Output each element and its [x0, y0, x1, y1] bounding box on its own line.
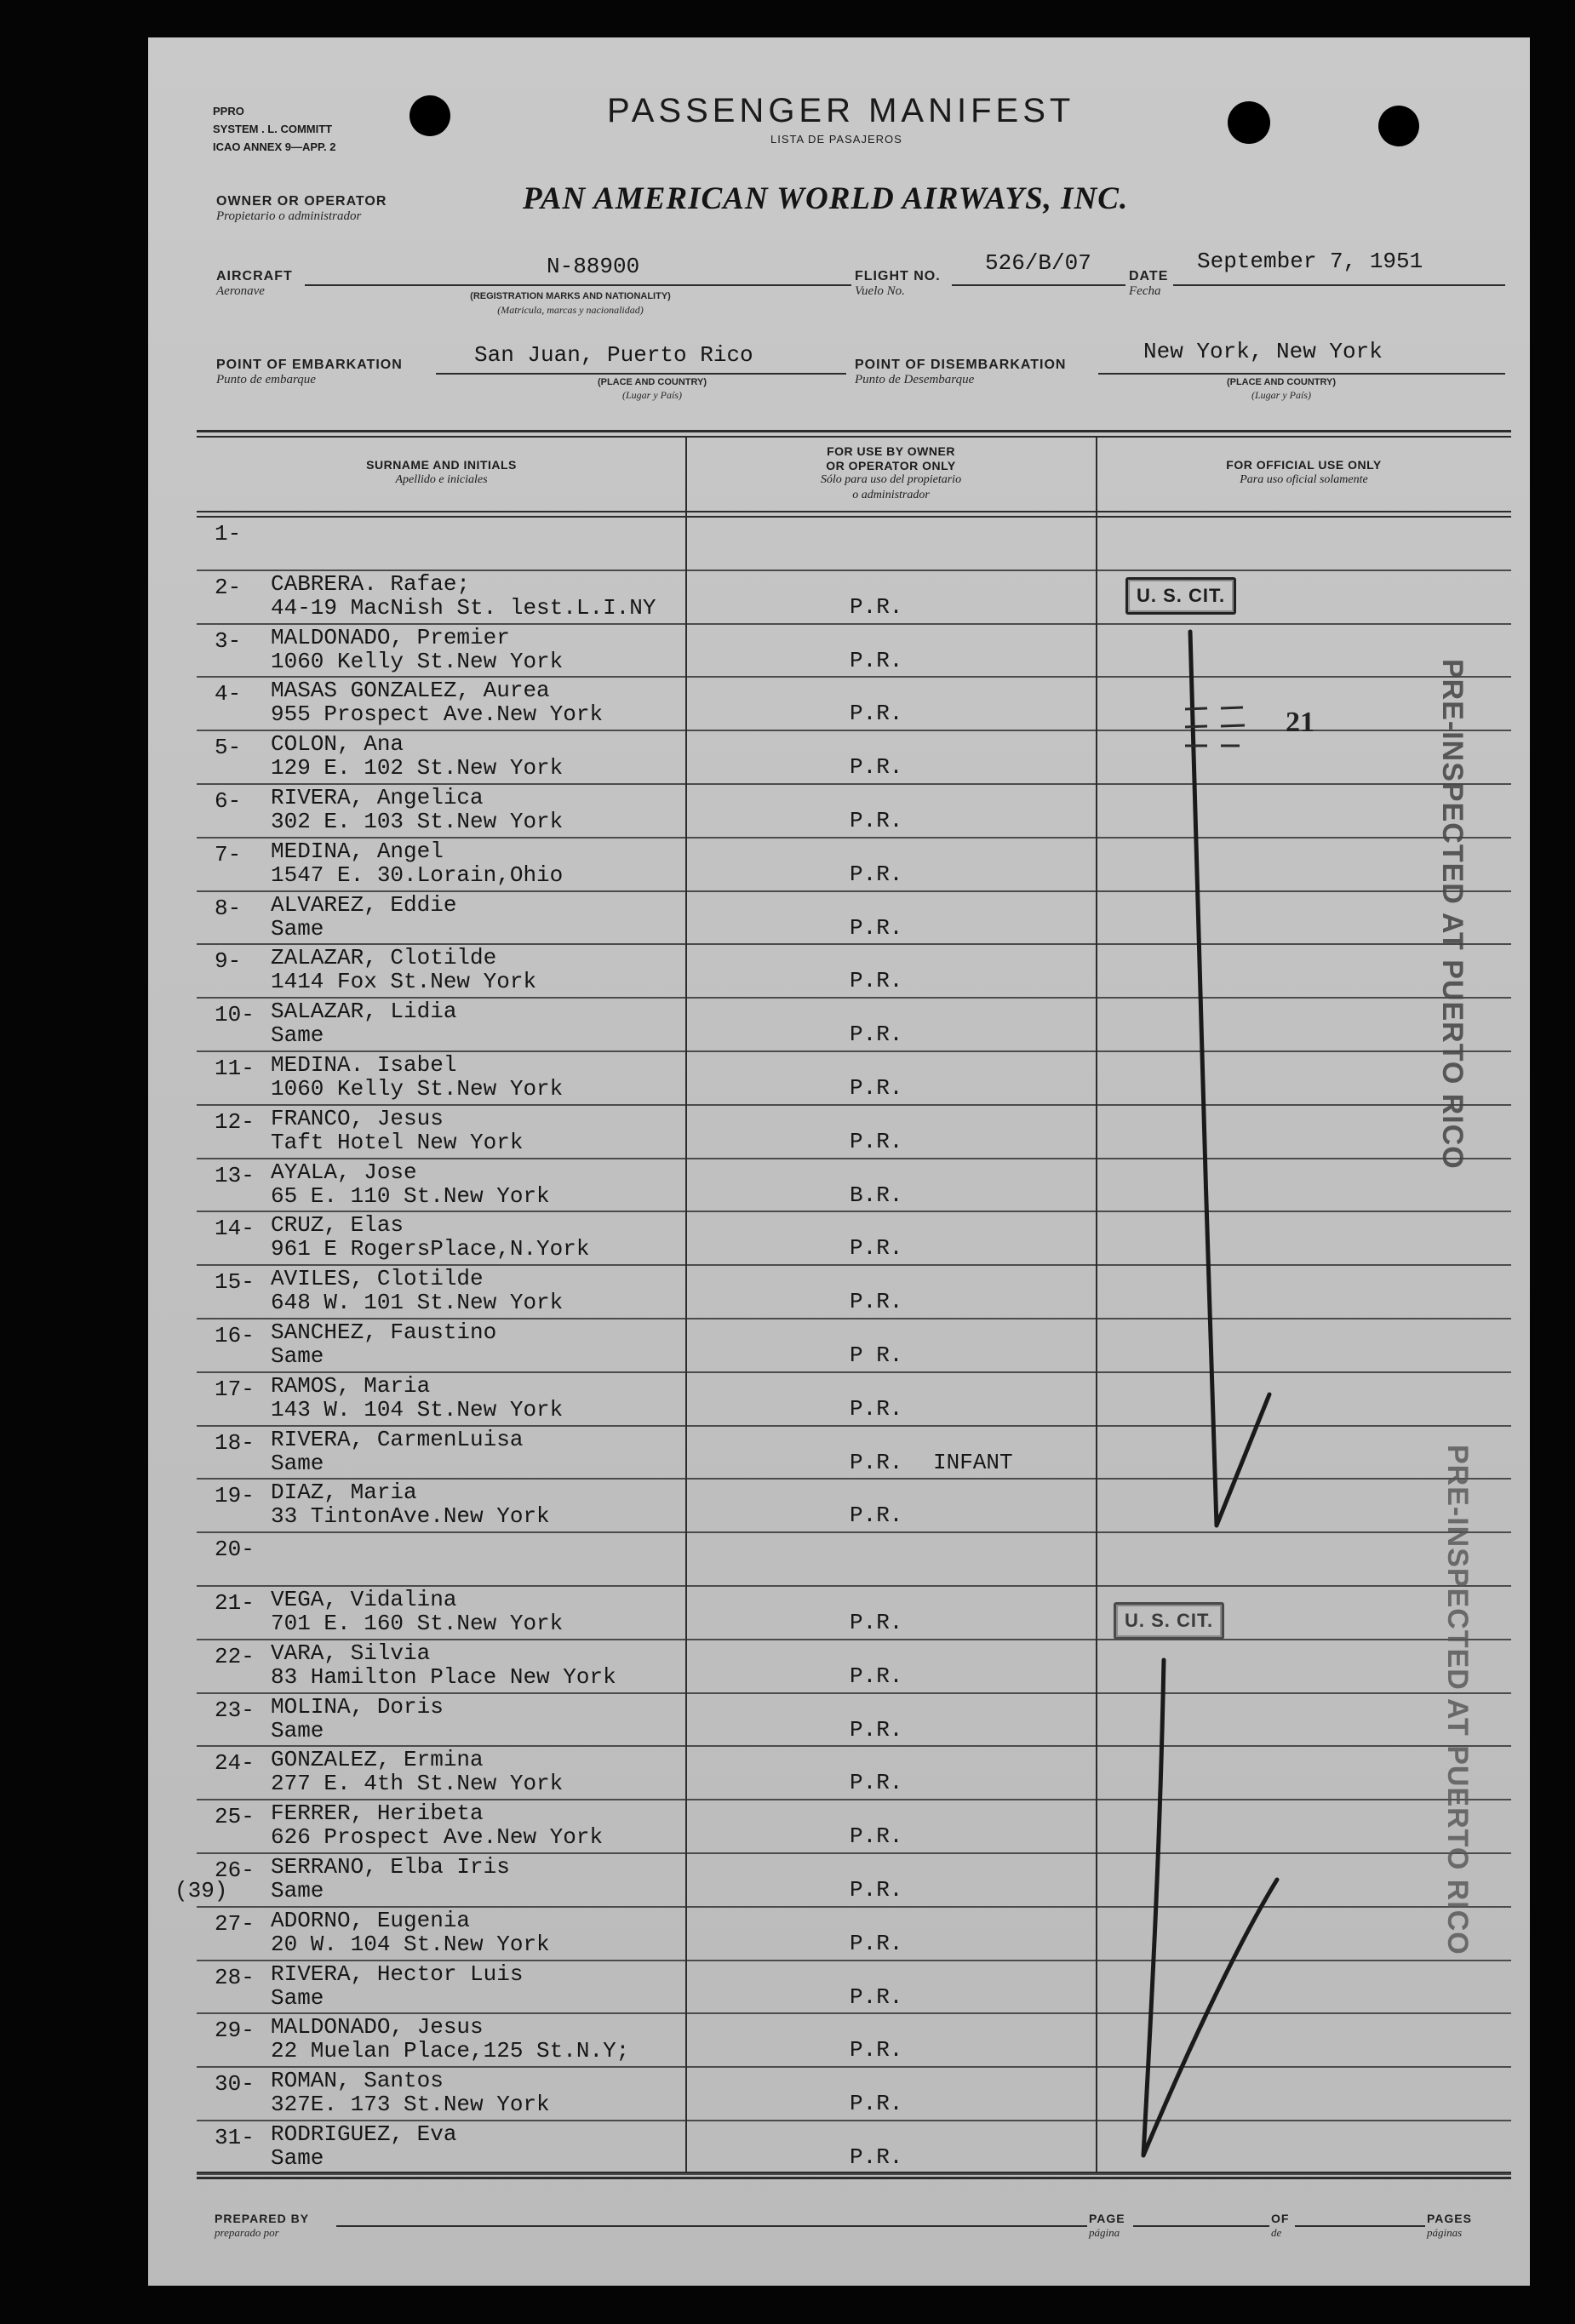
- passenger-address: 327E. 173 St.New York: [271, 2092, 550, 2118]
- passenger-address: 129 E. 102 St.New York: [271, 755, 564, 781]
- passenger-name: SANCHEZ, Faustino: [271, 1319, 497, 1345]
- table-row: [197, 945, 1511, 999]
- passenger-address: 961 E RogersPlace,N.York: [271, 1236, 590, 1262]
- owner-use-mark: P.R.: [850, 1877, 903, 1903]
- passenger-address: Same: [271, 915, 324, 942]
- table-row: [197, 1640, 1511, 1694]
- passenger-name: MALDONADO, Jesus: [271, 2014, 484, 2041]
- aircraft-label: AIRCRAFT: [216, 269, 293, 283]
- table-top-rule: [197, 436, 1511, 438]
- table-row: [197, 1694, 1511, 1748]
- owner-use-mark: P.R.: [850, 1716, 903, 1743]
- owner-use-mark: P.R.: [850, 2144, 903, 2170]
- disembarkation-note: (PLACE AND COUNTRY): [1226, 377, 1337, 387]
- page-subtitle: LISTA DE PASAJEROS: [770, 133, 902, 146]
- passenger-name: SALAZAR, Lidia: [271, 999, 457, 1025]
- pre-inspected-stamp: PRE-INSPECTED AT PUERTO RICO: [1436, 659, 1469, 1170]
- official-count-note: 21: [1286, 707, 1314, 738]
- row-number: 1-: [215, 521, 242, 547]
- header-owner-use: FOR USE BY OWNER: [827, 444, 955, 458]
- table-bottom-rule: [197, 2172, 1511, 2173]
- passenger-address: Same: [271, 2145, 324, 2171]
- owner-use-mark: P.R.: [850, 1823, 903, 1850]
- row-number: 7-: [215, 841, 242, 867]
- table-row: [197, 731, 1511, 785]
- row-number: 9-: [215, 948, 242, 975]
- embarkation-note: (PLACE AND COUNTRY): [597, 377, 707, 387]
- passenger-name: MALDONADO, Premier: [271, 624, 510, 650]
- disembarkation-label-es: Punto de Desembarque: [855, 373, 975, 386]
- of-label-es: de: [1271, 2226, 1282, 2239]
- table-row: [197, 892, 1511, 946]
- table-row: [197, 1212, 1511, 1266]
- passenger-address: 1547 E. 30.Lorain,Ohio: [271, 861, 564, 888]
- table-row: [197, 1961, 1511, 2015]
- owner-use-mark: P.R.: [850, 1503, 903, 1529]
- row-number: 8-: [215, 895, 242, 921]
- passenger-address: Same: [271, 1878, 324, 1903]
- passenger-address: 626 Prospect Ave.New York: [271, 1824, 604, 1851]
- owner-use-mark: P.R.: [850, 861, 903, 887]
- passenger-address: 277 E. 4th St.New York: [271, 1771, 564, 1797]
- row-number: 20-: [215, 1537, 255, 1563]
- aircraft-note: (REGISTRATION MARKS AND NATIONALITY): [470, 291, 671, 301]
- owner-use-mark: P.R.: [850, 1075, 903, 1101]
- page-title: PASSENGER MANIFEST: [607, 92, 1075, 129]
- row-number: 21-: [215, 1590, 255, 1616]
- table-row: [197, 1854, 1511, 1908]
- page-underline: [1133, 2225, 1269, 2227]
- aircraft-underline: [305, 284, 851, 286]
- passenger-name: VARA, Silvia: [271, 1640, 431, 1666]
- passenger-address: 20 W. 104 St.New York: [271, 1931, 550, 1957]
- passenger-address: Same: [271, 1717, 324, 1743]
- passenger-name: SERRANO, Elba Iris: [271, 1854, 510, 1880]
- passenger-name: GONZALEZ, Ermina: [271, 1747, 484, 1773]
- aircraft-value: N-88900: [547, 254, 640, 279]
- row-number: 31-: [215, 2125, 255, 2150]
- date-label: DATE: [1129, 269, 1169, 283]
- passenger-address: Same: [271, 1984, 324, 2011]
- row-number: 16-: [215, 1323, 255, 1348]
- header-official-use: FOR OFFICIAL USE ONLY: [1226, 458, 1382, 472]
- passenger-address: 1414 Fox St.New York: [271, 969, 537, 995]
- table-row: [197, 1587, 1511, 1640]
- passenger-name: ALVAREZ, Eddie: [271, 891, 457, 918]
- row-number: 26-: [215, 1857, 255, 1883]
- passenger-name: RIVERA, CarmenLuisa: [271, 1426, 524, 1452]
- approval-line: PPRO: [213, 105, 244, 117]
- owner-use-mark: P.R.: [850, 808, 903, 833]
- table-row: [197, 2068, 1511, 2121]
- header-bottom-rule: [197, 511, 1511, 512]
- aircraft-note-es: (Matricula, marcas y nacionalidad): [497, 304, 644, 316]
- passenger-name: DIAZ, Maria: [271, 1480, 417, 1506]
- row-number: 17-: [215, 1376, 255, 1402]
- punch-hole: [410, 95, 450, 136]
- header-owner-use-es: Sólo para uso del propietario: [820, 473, 962, 486]
- passenger-name: ADORNO, Eugenia: [271, 1907, 471, 1933]
- owner-use-mark: P.R.: [850, 2037, 903, 2064]
- us-citizen-stamp: U. S. CIT.: [1114, 1602, 1224, 1640]
- date-value: September 7, 1951: [1197, 249, 1423, 274]
- passenger-address: Same: [271, 1343, 324, 1369]
- header-surname-es: Apellido e iniciales: [395, 473, 488, 486]
- disembarkation-underline: [1098, 373, 1505, 375]
- owner-use-mark: P.R.: [850, 1235, 903, 1262]
- passenger-address: 143 W. 104 St.New York: [271, 1396, 564, 1422]
- owner-use-mark: P.R.: [850, 754, 903, 781]
- passenger-name: MOLINA, Doris: [271, 1693, 444, 1720]
- table-row: [197, 1533, 1511, 1587]
- table-row: [197, 1373, 1511, 1427]
- passenger-address: 65 E. 110 St.New York: [271, 1182, 550, 1209]
- owner-use-mark: P.R.: [850, 593, 903, 620]
- row-number: 2-: [215, 574, 242, 600]
- row-number: 6-: [215, 788, 242, 814]
- passenger-name: CABRERA. Rafae;: [271, 570, 471, 597]
- us-citizen-stamp: U. S. CIT.: [1125, 577, 1236, 615]
- header-official-use-es: Para uso oficial solamente: [1240, 473, 1368, 486]
- row-number: 3-: [215, 627, 242, 654]
- owner-label-es: Propietario o administrador: [216, 209, 362, 223]
- passenger-address: Same: [271, 1450, 324, 1476]
- disembarkation-label: POINT OF DISEMBARKATION: [855, 358, 1067, 372]
- row-number: 11-: [215, 1056, 255, 1081]
- row-number: 30-: [215, 2071, 255, 2098]
- flight-label: FLIGHT NO.: [855, 269, 941, 283]
- row-number: 5-: [215, 735, 242, 761]
- owner-use-mark: P.R.: [850, 2091, 903, 2117]
- owner-use-mark: P.R.: [850, 701, 903, 727]
- passenger-name: VEGA, Vidalina: [271, 1587, 457, 1612]
- passenger-name: MEDINA, Angel: [271, 838, 444, 864]
- row-number: 4-: [215, 681, 242, 707]
- passenger-name: AYALA, Jose: [271, 1159, 417, 1185]
- owner-use-mark: P.R.: [850, 647, 903, 673]
- owner-use-mark: P R.: [850, 1342, 903, 1368]
- passenger-address: 44-19 MacNish St. lest.L.I.NY: [271, 594, 656, 621]
- row-number: 18-: [215, 1429, 255, 1456]
- approval-line: SYSTEM . L. COMMITT: [213, 123, 333, 135]
- row-number: 10-: [215, 1002, 255, 1028]
- passenger-address: 955 Prospect Ave.New York: [271, 701, 604, 728]
- row-number: 14-: [215, 1216, 255, 1242]
- pages-label-es: páginas: [1427, 2226, 1463, 2239]
- punch-hole: [1378, 106, 1419, 146]
- owner-use-mark: P.R.: [850, 1289, 903, 1315]
- owner-label: OWNER OR OPERATOR: [216, 194, 387, 209]
- row-number: 13-: [215, 1162, 255, 1188]
- owner-use-mark: P.R.: [850, 1770, 903, 1796]
- column-divider: [685, 437, 687, 2173]
- passenger-name: CRUZ, Elas: [271, 1212, 404, 1239]
- owner-use-mark: P.R.: [850, 1128, 903, 1154]
- row-number: 22-: [215, 1643, 255, 1669]
- table-row: [197, 1908, 1511, 1961]
- owner-use-remark: INFANT: [933, 1449, 1013, 1475]
- passenger-name: MEDINA. Isabel: [271, 1052, 457, 1078]
- passenger-name: FERRER, Heribeta: [271, 1800, 484, 1827]
- embarkation-value: San Juan, Puerto Rico: [474, 342, 753, 368]
- passenger-name: RIVERA, Angelica: [271, 785, 484, 810]
- passenger-address: 701 E. 160 St.New York: [271, 1611, 564, 1636]
- table-row: [197, 1266, 1511, 1319]
- aircraft-label-es: Aeronave: [216, 284, 265, 298]
- owner-value: PAN AMERICAN WORLD AIRWAYS, INC.: [523, 181, 1129, 216]
- passenger-name: COLON, Ana: [271, 731, 404, 758]
- passenger-address: 22 Muelan Place,125 St.N.Y;: [271, 2038, 630, 2064]
- passenger-name: RODRIGUEZ, Eva: [271, 2121, 457, 2147]
- passenger-address: 648 W. 101 St.New York: [271, 1290, 564, 1316]
- table-row: [197, 1747, 1511, 1800]
- flight-value: 526/B/07: [985, 250, 1091, 276]
- owner-use-mark: P.R.: [850, 1930, 903, 1956]
- passenger-address: Same: [271, 1022, 324, 1049]
- margin-note: (39): [175, 1878, 228, 1903]
- prepared-by-label-es: preparado por: [215, 2226, 279, 2239]
- row-number: 12-: [215, 1108, 255, 1135]
- date-label-es: Fecha: [1129, 284, 1161, 298]
- table-row: [197, 839, 1511, 892]
- table-row: [197, 1319, 1511, 1373]
- column-divider: [1096, 437, 1097, 2173]
- row-number: 27-: [215, 1910, 255, 1937]
- row-number: 19-: [215, 1483, 255, 1509]
- table-row: [197, 999, 1511, 1052]
- punch-hole: [1228, 101, 1270, 144]
- owner-use-mark: P.R.: [850, 1983, 903, 2010]
- table-row: [197, 571, 1511, 625]
- page-label-es: página: [1089, 2226, 1120, 2239]
- table-row: [197, 1159, 1511, 1213]
- disembarkation-note-es: (Lugar y País): [1251, 389, 1311, 401]
- passenger-name: MASAS GONZALEZ, Aurea: [271, 678, 550, 704]
- header-surname: SURNAME AND INITIALS: [366, 458, 517, 472]
- passenger-address: 83 Hamilton Place New York: [271, 1663, 616, 1690]
- passenger-address: 302 E. 103 St.New York: [271, 809, 564, 834]
- row-number: 23-: [215, 1697, 255, 1723]
- page-label: PAGE: [1089, 2212, 1125, 2225]
- prepared-by-label: PREPARED BY: [215, 2212, 310, 2225]
- passenger-address: 1060 Kelly St.New York: [271, 1076, 564, 1102]
- passenger-name: ROMAN, Santos: [271, 2068, 444, 2094]
- passenger-name: AVILES, Clotilde: [271, 1266, 484, 1292]
- table-row: [197, 785, 1511, 839]
- table-row: [197, 518, 1511, 571]
- passenger-name: ZALAZAR, Clotilde: [271, 945, 497, 971]
- table-row: [197, 1106, 1511, 1159]
- row-number: 29-: [215, 2018, 255, 2044]
- table-bottom-rule: [197, 2177, 1511, 2179]
- table-top-rule: [197, 430, 1511, 432]
- passenger-address: 1060 Kelly St.New York: [271, 648, 564, 674]
- table-row: [197, 1800, 1511, 1854]
- approval-line: ICAO ANNEX 9—APP. 2: [213, 140, 336, 153]
- row-number: 25-: [215, 1804, 255, 1830]
- flight-label-es: Vuelo No.: [855, 284, 905, 298]
- row-number: 28-: [215, 1964, 255, 1990]
- header-owner-use-es: o administrador: [852, 489, 930, 501]
- date-underline: [1173, 284, 1505, 286]
- passenger-address: 33 TintonAve.New York: [271, 1503, 550, 1530]
- disembarkation-value: New York, New York: [1143, 339, 1383, 364]
- owner-use-mark: P.R.: [850, 968, 903, 994]
- passenger-name: RAMOS, Maria: [271, 1372, 431, 1399]
- pre-inspected-stamp: PRE-INSPECTED AT PUERTO RICO: [1441, 1445, 1474, 1955]
- embarkation-underline: [436, 373, 846, 375]
- owner-use-mark: P.R.: [850, 1022, 903, 1048]
- embarkation-label-es: Punto de embarque: [216, 373, 316, 386]
- row-number: 15-: [215, 1269, 255, 1296]
- of-underline: [1295, 2225, 1425, 2227]
- flight-underline: [952, 284, 1125, 286]
- passenger-table: [197, 518, 1511, 2175]
- table-row: [197, 625, 1511, 678]
- table-row: [197, 1480, 1511, 1533]
- passenger-name: RIVERA, Hector Luis: [271, 1961, 524, 1987]
- passenger-address: Taft Hotel New York: [271, 1129, 524, 1155]
- of-label: OF: [1271, 2212, 1290, 2225]
- table-row: [197, 1427, 1511, 1480]
- pages-label: PAGES: [1427, 2212, 1472, 2225]
- prepared-by-underline: [336, 2225, 1087, 2227]
- owner-use-mark: P.R.: [850, 1663, 903, 1689]
- owner-use-mark: P.R.: [850, 1395, 903, 1422]
- owner-use-mark: P.R.: [850, 1610, 903, 1635]
- embarkation-label: POINT OF EMBARKATION: [216, 358, 403, 372]
- approval-block: [213, 102, 336, 156]
- table-row: [197, 2121, 1511, 2175]
- header-owner-use: OR OPERATOR ONLY: [826, 459, 956, 472]
- owner-use-mark: B.R.: [850, 1182, 903, 1208]
- table-row: [197, 1052, 1511, 1106]
- owner-use-mark: P.R.: [850, 1449, 903, 1475]
- passenger-name: FRANCO, Jesus: [271, 1105, 444, 1131]
- embarkation-note-es: (Lugar y País): [622, 389, 682, 401]
- row-number: 24-: [215, 1750, 255, 1777]
- table-row: [197, 2014, 1511, 2068]
- owner-use-mark: P.R.: [850, 914, 903, 941]
